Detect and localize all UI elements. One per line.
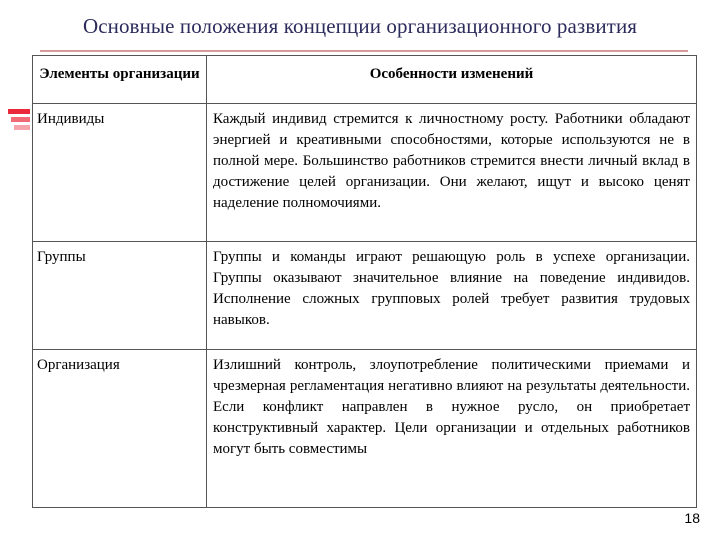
row-changes: Излишний контроль, злоупотребление политическими приемами и чрезмерная регламентация негативно влияют на результаты деятельности. Если конфликт направлен в нужное русло, он приобретает конструктивный характер. Цели организации и отдельных работников могут быть совместимы [207, 350, 697, 508]
row-element: Группы [33, 242, 207, 350]
header-elements: Элементы организации [33, 56, 207, 104]
table-row [33, 104, 697, 242]
row-element: Индивиды [33, 104, 207, 242]
slide-accent-icon [4, 109, 30, 135]
table-row [33, 242, 697, 350]
concept-table [32, 55, 697, 508]
row-changes: Группы и команды играют решающую роль в успехе организации. Группы оказывают значительное влияние на поведение индивидов. Исполнение сложных групповых ролей требует развития трудовых навыков. [207, 242, 697, 350]
table-row [33, 350, 697, 508]
row-changes: Каждый индивид стремится к личностному росту. Работники обладают энергией и креативными способностями, которые используются не в полной мере. Большинство работников стремится внести личный вклад в достижение целей организации. Они желают, ищут и высоко ценят наделение полномочиями. [207, 104, 697, 242]
header-changes: Особенности изменений [207, 56, 697, 104]
page-title: Основные положения концепции организационного развития [82, 14, 638, 38]
table-header-row [33, 56, 697, 104]
title-divider [40, 50, 688, 52]
row-element: Организация [33, 350, 207, 508]
page-number: 18 [684, 510, 700, 526]
